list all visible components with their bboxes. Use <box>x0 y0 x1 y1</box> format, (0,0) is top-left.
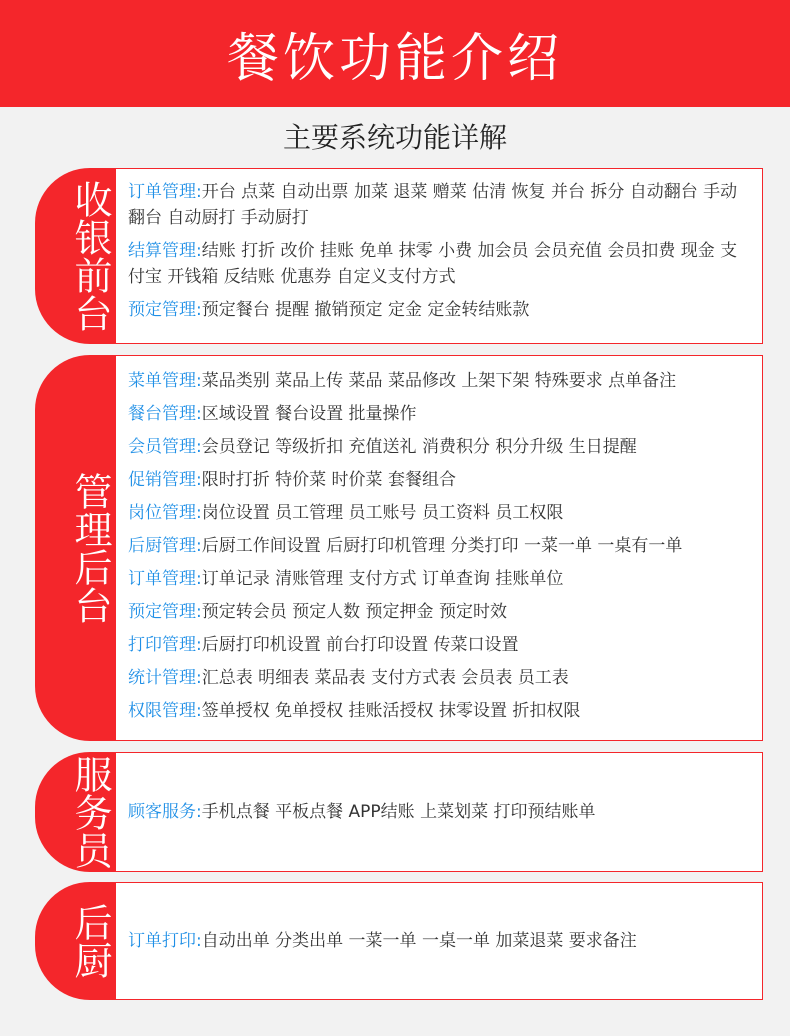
section-content <box>115 882 763 1000</box>
feature-row <box>128 599 752 625</box>
feature-items: 开台 点菜 自动出票 加菜 退菜 赠菜 估清 恢复 并台 拆分 自动翻台 手动翻台 自动厨打 手动厨打 <box>128 182 738 228</box>
section-tab-label: 后厨 <box>68 903 112 979</box>
section-waiter <box>35 752 763 872</box>
feature-label: 订单打印: <box>128 931 202 951</box>
feature-label: 促销管理: <box>128 470 202 490</box>
feature-items: 限时打折 特价菜 时价菜 套餐组合 <box>201 470 456 490</box>
feature-items: 结账 打折 改价 挂账 免单 抹零 小费 加会员 会员充值 会员扣费 现金 支付宝 开钱箱 反结账 优惠券 自定义支付方式 <box>128 241 738 287</box>
feature-items: 手机点餐 平板点餐 APP结账 上菜划菜 打印预结账单 <box>201 802 596 822</box>
feature-items: 汇总表 明细表 菜品表 支付方式表 会员表 员工表 <box>201 668 569 688</box>
feature-row <box>128 698 752 724</box>
section-content <box>115 168 763 344</box>
feature-row <box>128 401 752 427</box>
feature-label: 菜单管理: <box>128 371 202 391</box>
feature-label: 订单管理: <box>128 569 202 589</box>
feature-row <box>128 928 752 954</box>
feature-row <box>128 238 752 290</box>
feature-row <box>128 434 752 460</box>
feature-items: 签单授权 免单授权 挂账活授权 抹零设置 折扣权限 <box>201 701 581 721</box>
feature-row <box>128 799 752 825</box>
banner-title: 餐饮功能介绍 <box>226 29 563 89</box>
feature-row <box>128 467 752 493</box>
section-tab-label: 管理后台 <box>68 472 112 624</box>
feature-label: 餐台管理: <box>128 404 202 424</box>
banner <box>0 0 790 107</box>
feature-items: 自动出单 分类出单 一菜一单 一桌一单 加菜退菜 要求备注 <box>201 931 637 951</box>
feature-label: 预定管理: <box>128 300 202 320</box>
page-subtitle: 主要系统功能详解 <box>282 121 507 154</box>
feature-items: 后厨工作间设置 后厨打印机管理 分类打印 一菜一单 一桌有一单 <box>201 536 683 556</box>
feature-items: 区域设置 餐台设置 批量操作 <box>201 404 417 424</box>
feature-label: 后厨管理: <box>128 536 202 556</box>
feature-row <box>128 297 752 323</box>
feature-row <box>128 500 752 526</box>
section-admin <box>35 355 763 741</box>
feature-label: 预定管理: <box>128 602 202 622</box>
feature-items: 菜品类别 菜品上传 菜品 菜品修改 上架下架 特殊要求 点单备注 <box>201 371 677 391</box>
feature-label: 结算管理: <box>128 241 202 261</box>
feature-items: 岗位设置 员工管理 员工账号 员工资料 员工权限 <box>201 503 564 523</box>
section-cashier <box>35 168 763 344</box>
feature-label: 会员管理: <box>128 437 202 457</box>
feature-label: 权限管理: <box>128 701 202 721</box>
feature-row <box>128 665 752 691</box>
section-tab-label: 服务员 <box>68 755 112 869</box>
section-content <box>115 752 763 872</box>
feature-label: 统计管理: <box>128 668 202 688</box>
feature-label: 岗位管理: <box>128 503 202 523</box>
section-kitchen <box>35 882 763 1000</box>
feature-row <box>128 533 752 559</box>
feature-items: 预定餐台 提醒 撤销预定 定金 定金转结账款 <box>201 300 530 320</box>
section-content <box>115 355 763 741</box>
feature-label: 打印管理: <box>128 635 202 655</box>
feature-row <box>128 566 752 592</box>
feature-items: 预定转会员 预定人数 预定押金 预定时效 <box>201 602 507 622</box>
feature-row <box>128 368 752 394</box>
feature-row <box>128 179 752 231</box>
feature-row <box>128 632 752 658</box>
feature-items: 会员登记 等级折扣 充值送礼 消费积分 积分升级 生日提醒 <box>201 437 637 457</box>
feature-label: 订单管理: <box>128 182 202 202</box>
feature-label: 顾客服务: <box>128 802 202 822</box>
feature-items: 订单记录 清账管理 支付方式 订单查询 挂账单位 <box>201 569 564 589</box>
feature-items: 后厨打印机设置 前台打印设置 传菜口设置 <box>201 635 519 655</box>
section-tab-label: 收银前台 <box>68 180 112 332</box>
